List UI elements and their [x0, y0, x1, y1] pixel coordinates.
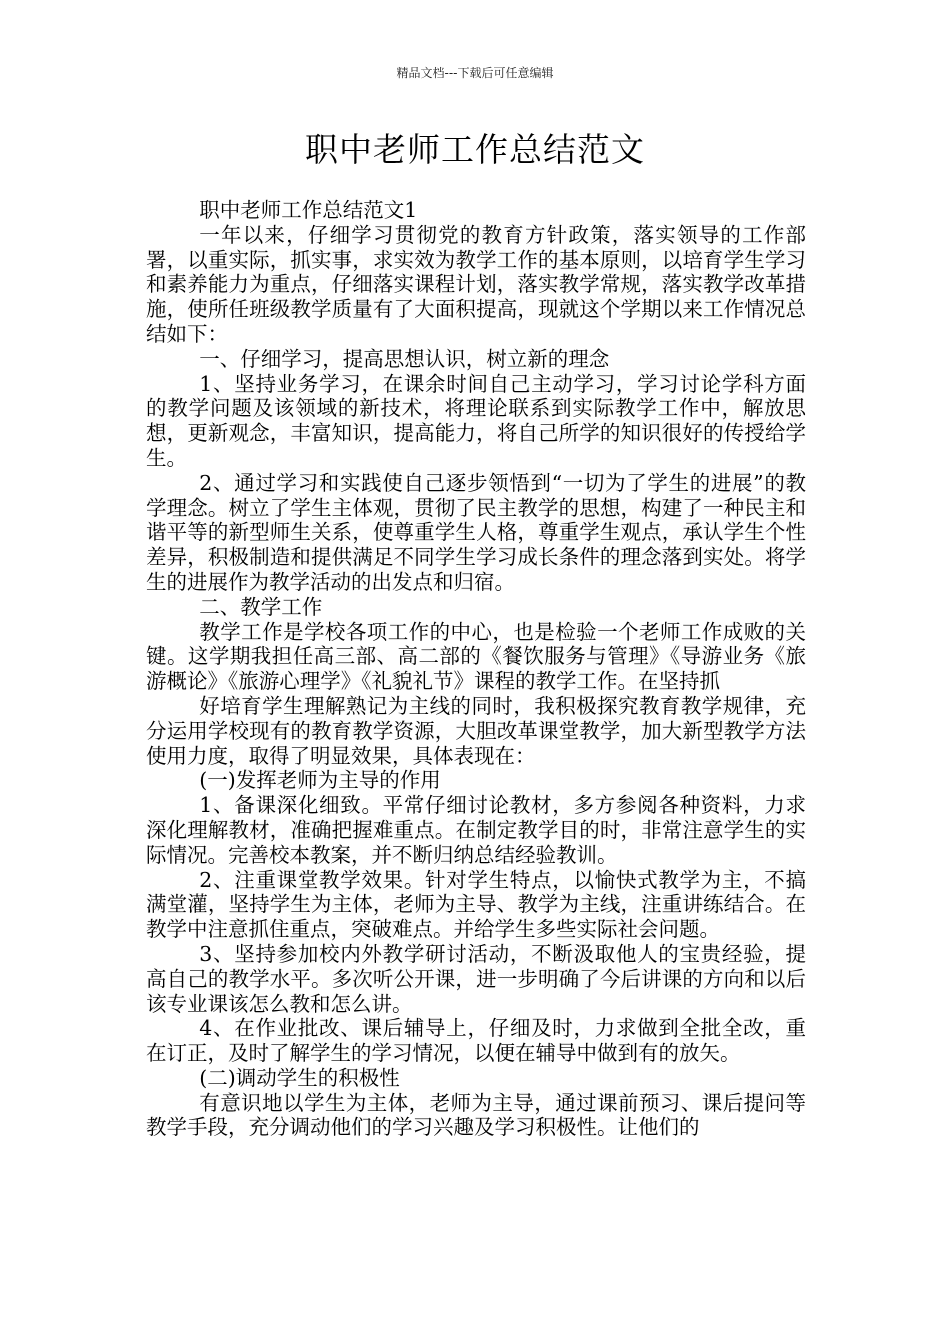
- paragraph: 一年以来，仔细学习贯彻党的教育方针政策，落实领导的工作部署，以重实际，抓实事，求实效为教学工作的基本原则，以培育学生学习和素养能力为重点，仔细落实课程计划，落实教学常规，落实教学改革措施，使所任班级教学质量有了大面积提高，现就这个学期以来工作情况总结如下：: [146, 222, 806, 346]
- paragraph: 3、坚持参加校内外教学研讨活动，不断汲取他人的宝贵经验，提高自己的教学水平。多次听公开课，进一步明确了今后讲课的方向和以后该专业课该怎么教和怎么讲。: [146, 941, 806, 1016]
- paragraph: 有意识地以学生为主体，老师为主导，通过课前预习、课后提问等教学手段，充分调动他们的学习兴趣及学习积极性。让他们的: [146, 1090, 806, 1140]
- paragraph: 1、坚持业务学习，在课余时间自己主动学习，学习讨论学科方面的教学问题及该领域的新技术，将理论联系到实际教学工作中，解放思想，更新观念，丰富知识，提高能力，将自己所学的知识很好的传授给学生。: [146, 371, 806, 470]
- paragraph: 1、备课深化细致。平常仔细讨论教材，多方参阅各种资料，力求深化理解教材，准确把握难重点。在制定教学目的时，非常注意学生的实际情况。完善校本教案，并不断归纳总结经验教训。: [146, 793, 806, 867]
- section-heading: 一、仔细学习，提高思想认识，树立新的理念: [199, 346, 610, 371]
- paragraph: 2、注重课堂教学效果。针对学生特点，以愉快式教学为主，不搞满堂灌，坚持学生为主体，老师为主导、教学为主线，注重讲练结合。在教学中注意抓住重点，突破难点。并给学生多些实际社会问题。: [146, 867, 806, 942]
- document-title: 职中老师工作总结范文: [305, 130, 645, 169]
- paragraph: 2、通过学习和实践使自己逐步领悟到“一切为了学生的进展”的教学理念。树立了学生主体观，贯彻了民主教学的思想，构建了一种民主和谐平等的新型师生关系，使尊重学生人格，尊重学生观点，承认学生个性差异，积极制造和提供满足不同学生学习成长条件的理念落到实处。将学生的进展作为教学活动的出发点和归宿。: [146, 470, 806, 594]
- paragraph: 好培育学生理解熟记为主线的同时，我积极探究教育教学规律，充分运用学校现有的教育教学资源，大胆改革课堂教学，加大新型教学方法使用力度，取得了明显效果，具体表现在：: [146, 693, 806, 768]
- section-heading: 二、教学工作: [199, 594, 323, 619]
- paragraph: 4、在作业批改、课后辅导上，仔细及时，力求做到全批全改，重在订正，及时了解学生的学习情况，以便在辅导中做到有的放矢。: [146, 1016, 806, 1066]
- paragraph-subtitle: 职中老师工作总结范文1: [199, 198, 418, 222]
- subsection-heading: (二)调动学生的积极性: [199, 1065, 400, 1090]
- header-note: 精品文档---下载后可任意编辑: [396, 66, 554, 80]
- paragraph: 教学工作是学校各项工作的中心，也是检验一个老师工作成败的关键。这学期我担任高三部、高二部的《餐饮服务与管理》《导游业务《旅游概论》《旅游心理学》《礼貌礼节》课程的教学工作。在坚持抓: [146, 619, 806, 694]
- subsection-heading: (一)发挥老师为主导的作用: [199, 768, 441, 793]
- document-body: [146, 198, 806, 1140]
